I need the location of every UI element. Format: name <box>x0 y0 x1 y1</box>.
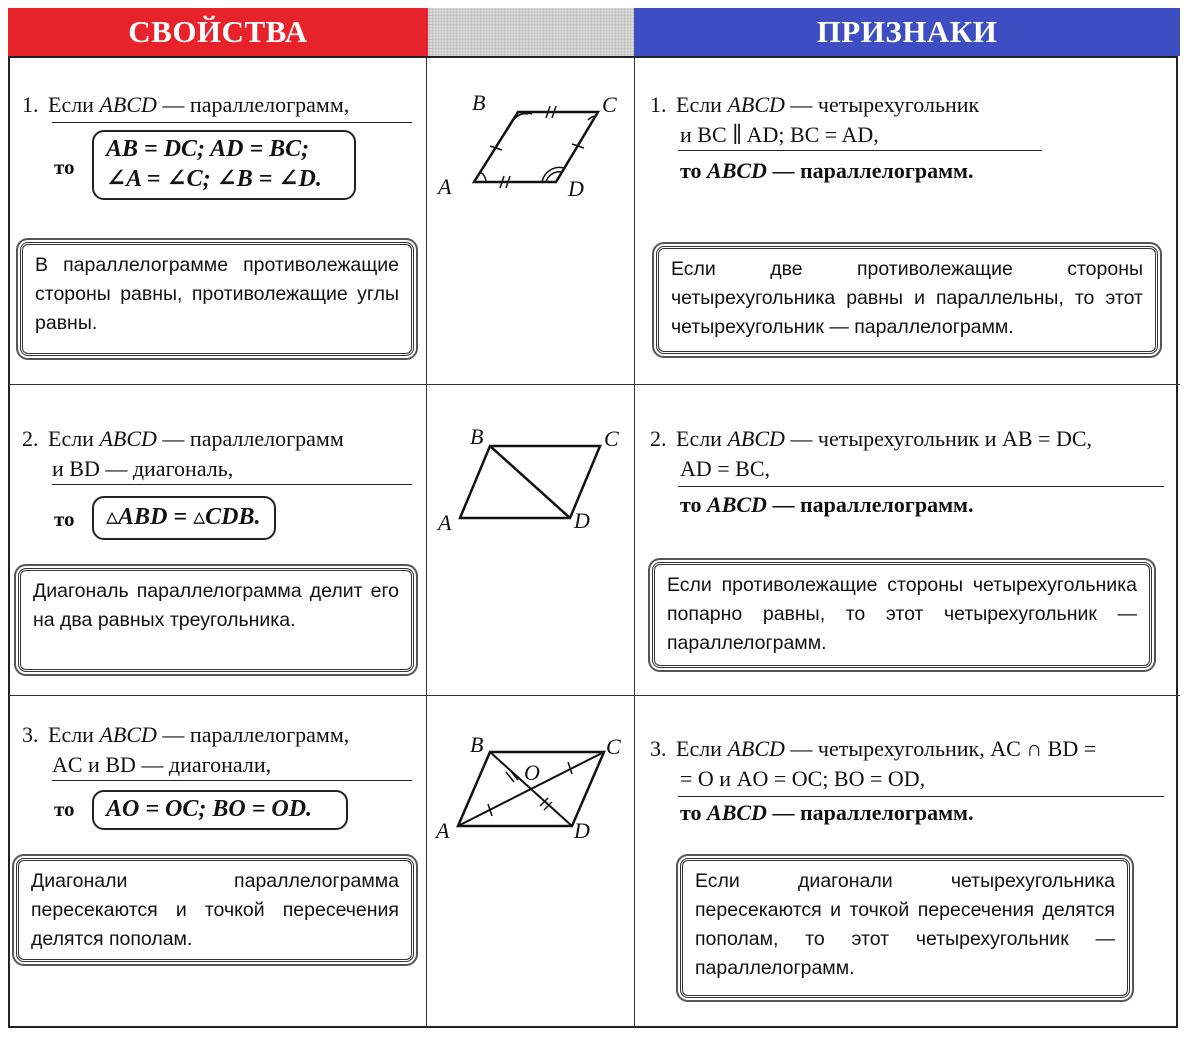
underline <box>52 484 412 485</box>
property-3-abcd: ABCD <box>99 722 157 747</box>
property-3-conclusion: AO = OC; BO = OD. <box>92 790 348 830</box>
property-2-if: Если <box>48 426 100 451</box>
sign-3-conclusion <box>680 800 974 826</box>
sign-1-then: то <box>680 158 702 183</box>
sign-2-text: — четырехугольник и AB = DC, <box>784 426 1093 451</box>
sign-3-condition: = O и AO = OC; BO = OD, <box>680 766 926 791</box>
property-1-number: 1. <box>22 92 39 117</box>
sign-1-conclusion-abcd: ABCD <box>707 158 767 183</box>
property-1-text: — параллелограмм, <box>156 92 350 117</box>
vertex-c: C <box>604 426 619 451</box>
sign-3-number: 3. <box>650 736 667 761</box>
vertex-a: A <box>438 510 452 535</box>
vertex-d: D <box>574 818 590 843</box>
sign-1-box: Если две противолежащие стороны четырехугольника равны и параллельны, то этот четырехугольник — параллелограмм. <box>656 246 1158 354</box>
header-properties-label: СВОЙСТВА <box>128 14 308 49</box>
sign-3-box: Если диагонали четырехугольника пересекаются и точкой пересечения делятся пополам, то этот четырехугольник — параллелограмм. <box>680 858 1130 998</box>
figure-1 <box>428 60 634 380</box>
vertex-c: C <box>602 92 617 117</box>
property-1-box: В параллелограмме противолежащие стороны равны, противолежащие углы равны. <box>20 242 414 356</box>
property-1-statement <box>22 90 349 120</box>
property-3-then: то <box>54 797 75 821</box>
sign-2-statement <box>650 424 1092 484</box>
sign-1-text: — четырехугольник <box>784 92 980 117</box>
figure-2 <box>428 390 634 690</box>
property-1-if: Если <box>48 92 100 117</box>
sign-1-number: 1. <box>650 92 667 117</box>
sign-1-statement <box>650 90 979 150</box>
property-3-number: 3. <box>22 722 39 747</box>
sign-1-conclusion-text: — параллелограмм. <box>766 158 974 183</box>
header-signs <box>634 8 1180 56</box>
vertex-a: A <box>436 818 450 843</box>
sign-3-text: — четырехугольник, AC ∩ BD = <box>784 736 1097 761</box>
sign-3-conclusion-text: — параллелограмм. <box>766 800 974 825</box>
property-2-text: — параллелограмм <box>156 426 344 451</box>
angle-arc <box>480 172 486 182</box>
property-3-box: Диагонали параллелограмма пересекаются и точкой пересечения делятся пополам. <box>16 858 414 962</box>
property-3-condition: AC и BD — диагонали, <box>52 752 272 777</box>
sign-2-conclusion-text: — параллелограмм. <box>766 492 974 517</box>
sign-2-conclusion <box>680 492 974 518</box>
vertex-a: A <box>438 174 452 199</box>
property-2-statement <box>22 424 344 484</box>
header-figures <box>428 8 634 56</box>
sign-3-conclusion-abcd: ABCD <box>707 800 767 825</box>
underline <box>678 486 1164 487</box>
property-3-if: Если <box>48 722 100 747</box>
property-3-text: — параллелограмм, <box>156 722 350 747</box>
property-1-then: то <box>54 155 75 179</box>
property-2-condition: и BD — диагональ, <box>52 456 234 481</box>
underline <box>678 796 1164 797</box>
sign-2-conclusion-abcd: ABCD <box>707 492 767 517</box>
vertex-b: B <box>470 732 484 757</box>
sign-2-if: Если <box>676 426 728 451</box>
property-1-conclusion <box>92 130 356 200</box>
sign-1-conclusion <box>680 158 974 184</box>
sign-2-abcd: ABCD <box>727 426 785 451</box>
sign-2-then: то <box>680 492 702 517</box>
sign-2-box: Если противолежащие стороны четырехугольника попарно равны, то этот четырехугольник — параллелограмм. <box>652 562 1152 668</box>
property-1-conclusion-line2: ∠A = ∠C; ∠B = ∠D. <box>106 166 322 192</box>
angle-arc <box>510 113 532 126</box>
sign-3-abcd: ABCD <box>727 736 785 761</box>
property-2-number: 2. <box>22 426 39 451</box>
vertex-b: B <box>470 424 484 449</box>
header-signs-label: ПРИЗНАКИ <box>816 14 998 49</box>
vertex-b: B <box>472 90 486 115</box>
center-o: O <box>524 760 540 785</box>
vertex-d: D <box>568 176 584 201</box>
diagonal-bd <box>490 446 570 518</box>
figure-3 <box>428 700 634 1020</box>
sign-2-number: 2. <box>650 426 667 451</box>
vertex-c: C <box>606 734 621 759</box>
property-2-abcd: ABCD <box>99 426 157 451</box>
sign-1-condition: и BC ∥ AD; BC = AD, <box>680 122 879 147</box>
property-1-conclusion-line1: AB = DC; AD = BC; <box>106 136 310 162</box>
property-2-then: то <box>54 507 75 531</box>
property-1-abcd: ABCD <box>99 92 157 117</box>
sign-2-condition: AD = BC, <box>680 456 771 481</box>
sign-3-if: Если <box>676 736 728 761</box>
sign-1-abcd: ABCD <box>727 92 785 117</box>
underline <box>678 150 1042 151</box>
sign-1-if: Если <box>676 92 728 117</box>
row-divider <box>8 384 1180 385</box>
underline <box>52 780 412 781</box>
property-2-box: Диагональ параллелограмма делит его на два равных треугольника. <box>18 568 414 672</box>
vertex-d: D <box>574 508 590 533</box>
property-2-conclusion: ▵ABD = ▵CDB. <box>92 496 276 540</box>
row-divider <box>8 695 1180 696</box>
column-divider <box>426 56 427 1028</box>
column-divider <box>634 56 635 1028</box>
sign-3-then: то <box>680 800 702 825</box>
header-properties <box>8 8 428 56</box>
sign-3-statement <box>650 734 1096 794</box>
underline <box>52 122 412 123</box>
property-3-statement <box>22 720 349 780</box>
